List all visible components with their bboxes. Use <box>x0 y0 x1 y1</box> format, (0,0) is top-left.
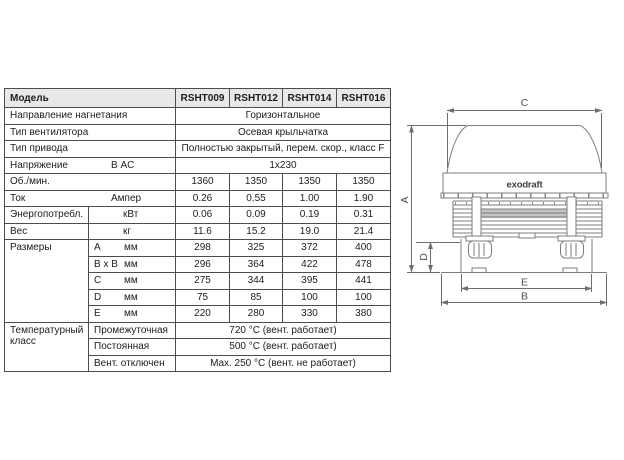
fan-hood <box>447 126 602 174</box>
row-label: Тип привода <box>5 141 176 158</box>
row-label: Вес <box>5 223 89 240</box>
row-value: 720 °C (вент. работает) <box>176 322 391 339</box>
dim-sub: D мм <box>89 289 176 306</box>
cell-value: 220 <box>176 306 230 323</box>
spec-table <box>4 88 391 372</box>
dim-sub: B x B мм <box>89 256 176 273</box>
row-value: Осевая крыльчатка <box>176 124 391 141</box>
row-label: Об./мин. <box>5 174 176 191</box>
dim-label-d: D <box>418 253 430 261</box>
dim-label-a: A <box>399 196 411 204</box>
row-value: Max. 250 °C (вент. не работает) <box>176 355 391 372</box>
cell-value: 1350 <box>230 174 283 191</box>
cell-value: 100 <box>283 289 337 306</box>
center-latch <box>519 233 535 238</box>
current-unit: Ампер <box>111 192 142 204</box>
cell-value: 1360 <box>176 174 230 191</box>
cell-value: 380 <box>337 306 391 323</box>
weight-unit: кг <box>89 223 176 240</box>
power-unit: кВт <box>89 207 176 224</box>
cell-value: 100 <box>337 289 391 306</box>
support-post-left <box>472 197 481 240</box>
header-model-1: RSHT012 <box>230 89 283 108</box>
header-model-2: RSHT014 <box>283 89 337 108</box>
row-value: 1x230 <box>176 157 391 174</box>
row-temp-intermediate <box>5 322 391 339</box>
cell-value: 21.4 <box>337 223 391 240</box>
cell-value: 441 <box>337 273 391 290</box>
cell-value: 344 <box>230 273 283 290</box>
row-fan-type <box>5 124 391 141</box>
row-current <box>5 190 391 207</box>
row-label: Энергопотребл. <box>5 207 89 224</box>
header-model-label: Модель <box>5 89 176 108</box>
cell-value: 85 <box>230 289 283 306</box>
row-voltage <box>5 157 391 174</box>
header-model-3: RSHT016 <box>337 89 391 108</box>
row-label <box>5 190 176 207</box>
cell-value: 364 <box>230 256 283 273</box>
temperature-group-label: Температурный класс <box>5 322 89 372</box>
dim-label-b: B <box>520 290 529 303</box>
row-label: Тип вентилятора <box>5 124 176 141</box>
dim-unit: мм <box>124 242 138 254</box>
cell-value: 275 <box>176 273 230 290</box>
cell-value: 11.6 <box>176 223 230 240</box>
brand-logo: exodraft <box>506 179 543 191</box>
cell-value: 0.09 <box>230 207 283 224</box>
cell-value: 478 <box>337 256 391 273</box>
cell-value: 15.2 <box>230 223 283 240</box>
row-drive-type <box>5 141 391 158</box>
plate-tab-right <box>563 268 577 273</box>
dim-label-e: E <box>520 276 529 289</box>
support-post-right <box>567 197 576 240</box>
cell-value: 1350 <box>337 174 391 191</box>
row-dim-a <box>5 240 391 257</box>
cell-value: 400 <box>337 240 391 257</box>
row-label <box>5 157 176 174</box>
row-value: Полностью закрытый, перем. скор., класс F <box>176 141 391 158</box>
row-weight <box>5 223 391 240</box>
fan-dimension-diagram <box>398 84 620 312</box>
temp-sub: Промежуточная <box>89 322 176 339</box>
cell-value: 0.31 <box>337 207 391 224</box>
dim-unit: мм <box>124 291 138 303</box>
cell-value: 330 <box>283 306 337 323</box>
cell-value: 1350 <box>283 174 337 191</box>
cell-value: 422 <box>283 256 337 273</box>
dim-unit: мм <box>124 308 138 320</box>
dim-sub: C мм <box>89 273 176 290</box>
dim-C <box>447 111 602 169</box>
band-lip <box>441 193 608 198</box>
cell-value: 0.06 <box>176 207 230 224</box>
dim-A <box>407 126 466 273</box>
caster-left <box>466 236 493 258</box>
header-model-0: RSHT009 <box>176 89 230 108</box>
cell-value: 296 <box>176 256 230 273</box>
dim-label-c: C <box>520 97 529 109</box>
dim-unit: мм <box>124 258 138 270</box>
row-direction <box>5 108 391 125</box>
cell-value: 0.55 <box>230 190 283 207</box>
cell-value: 298 <box>176 240 230 257</box>
cell-value: 1.00 <box>283 190 337 207</box>
row-value: Горизонтальное <box>176 108 391 125</box>
voltage-unit: В AC <box>111 159 135 171</box>
row-rpm <box>5 174 391 191</box>
dimensions-group-label: Размеры <box>5 240 89 323</box>
caster-right <box>558 236 585 258</box>
cell-value: 0.19 <box>283 207 337 224</box>
row-power <box>5 207 391 224</box>
voltage-label: Напряжение <box>10 159 68 171</box>
cell-value: 372 <box>283 240 337 257</box>
cell-value: 280 <box>230 306 283 323</box>
dim-sub: A мм <box>89 240 176 257</box>
cell-value: 19.0 <box>283 223 337 240</box>
dim-unit: мм <box>124 275 138 287</box>
cell-value: 1.90 <box>337 190 391 207</box>
row-value: 500 °C (вент. работает) <box>176 339 391 356</box>
temp-sub: Постоянная <box>89 339 176 356</box>
cell-value: 75 <box>176 289 230 306</box>
current-label: Ток <box>10 192 26 204</box>
cell-value: 325 <box>230 240 283 257</box>
cell-value: 0.26 <box>176 190 230 207</box>
cell-value: 395 <box>283 273 337 290</box>
row-label: Направление нагнетания <box>5 108 176 125</box>
temp-sub: Вент. отключен <box>89 355 176 372</box>
plate-tab-left <box>472 268 486 273</box>
dim-sub: E мм <box>89 306 176 323</box>
header-row <box>5 89 391 108</box>
